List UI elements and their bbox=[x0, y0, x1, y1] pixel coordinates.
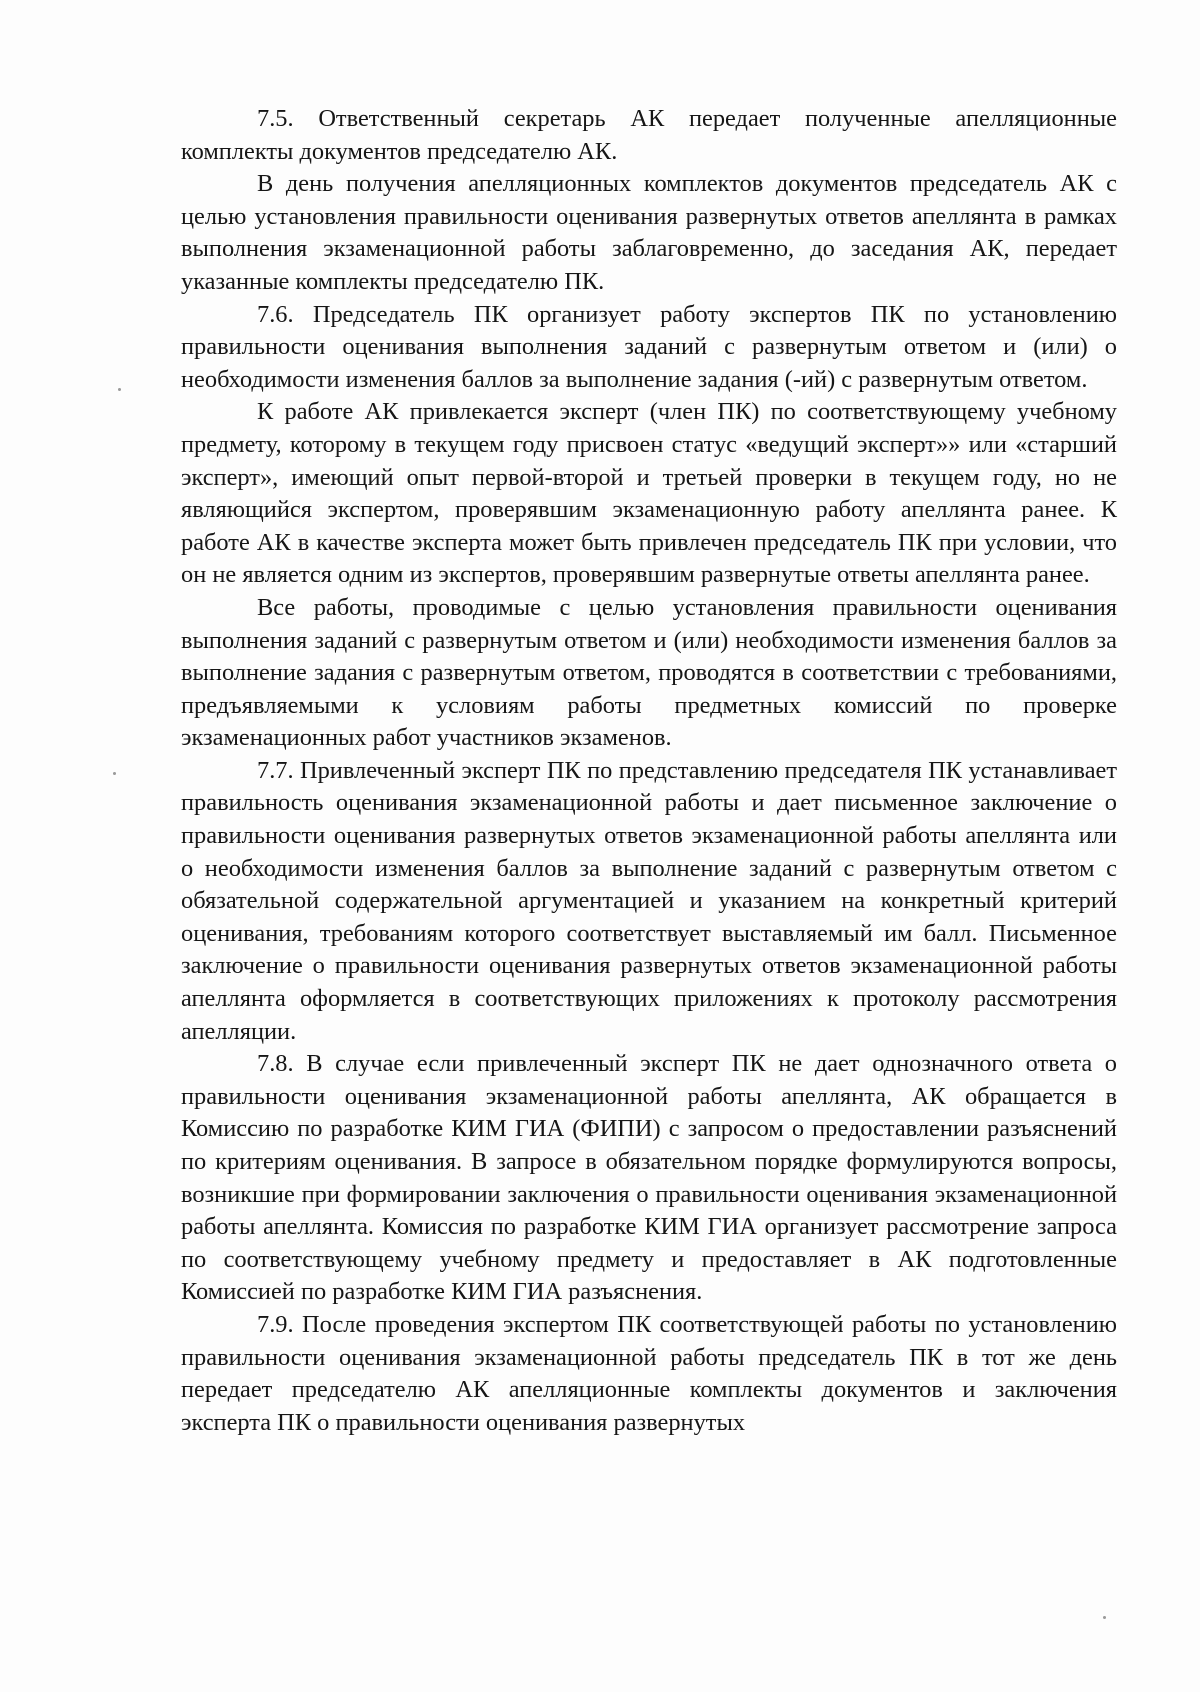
scan-speck bbox=[1103, 1616, 1106, 1619]
paragraph-7-7: 7.7. Привлеченный эксперт ПК по представлению председателя ПК устанавливает правильность оценивания экзаменационной работы и дает письменное заключение о правильности оценивания развернутых ответов экзаменационной работы апеллянта или о необходимости изменения баллов за выполнение заданий с развернутым ответом с обязательной содержательной аргументацией и указанием на конкретный критерий оценивания, требованиям которого соответствует выставляемый им балл. Письменное заключение о правильности оценивания развернутых ответов экзаменационной работы апеллянта оформляется в соответствующих приложениях к протоколу рассмотрения апелляции. bbox=[181, 756, 1117, 1045]
paragraph-7-9: 7.9. После проведения экспертом ПК соответствующей работы по установлению правильности оценивания экзаменационной работы председатель ПК в тот же день передает председателю АК апелляционные комплекты документов и заключения эксперта ПК о правильности оценивания развернутых bbox=[181, 1310, 1117, 1436]
document-body bbox=[181, 103, 1117, 1439]
paragraph-7-8: 7.8. В случае если привлеченный эксперт ПК не дает однозначного ответа о правильности оценивания экзаменационной работы апеллянта, АК обращается в Комиссию по разработке КИМ ГИА (ФИПИ) с запросом о предоставлении разъяснений по критериям оценивания. В запросе в обязательном порядке формулируются вопросы, возникшие при формировании заключения о правильности оценивания экзаменационной работы апеллянта. Комиссия по разработке КИМ ГИА организует рассмотрение запроса по соответствующему учебному предмету и предоставляет в АК подготовленные Комиссией по разработке КИМ ГИА разъяснения. bbox=[181, 1050, 1117, 1306]
scan-speck bbox=[118, 388, 121, 391]
scan-speck bbox=[113, 772, 116, 775]
paragraph-7-6-requirements: Все работы, проводимые с целью установления правильности оценивания выполнения заданий с развернутым ответом и (или) необходимости изменения баллов за выполнение задания с развернутым ответом, проводятся в соответствии с требованиями, предъявляемыми к условиям работы предметных комиссий по проверке экзаменационных работ участников экзаменов. bbox=[181, 593, 1117, 752]
paragraph-7-5: 7.5. Ответственный секретарь АК передает полученные апелляционные комплекты документов председателю АК. bbox=[181, 105, 1117, 165]
paragraph-7-5-continued: В день получения апелляционных комплектов документов председатель АК с целью установления правильности оценивания развернутых ответов апеллянта в рамках выполнения экзаменационной работы заблаговременно, до заседания АК, передает указанные комплекты председателю ПК. bbox=[181, 170, 1117, 295]
paragraph-7-6: 7.6. Председатель ПК организует работу экспертов ПК по установлению правильности оценивания выполнения заданий с развернутым ответом и (или) о необходимости изменения баллов за выполнение задания (-ий) с развернутым ответом. bbox=[181, 300, 1117, 393]
paragraph-7-6-expert: К работе АК привлекается эксперт (член ПК) по соответствующему учебному предмету, которому в текущем году присвоен статус «ведущий эксперт»» или «старший эксперт», имеющий опыт первой-второй и третьей проверки в текущем году, но не являющийся экспертом, проверявшим экзаменационную работу апеллянта ранее. К работе АК в качестве эксперта может быть привлечен председатель ПК при условии, что он не является одним из экспертов, проверявшим развернутые ответы апеллянта ранее. bbox=[181, 398, 1117, 589]
